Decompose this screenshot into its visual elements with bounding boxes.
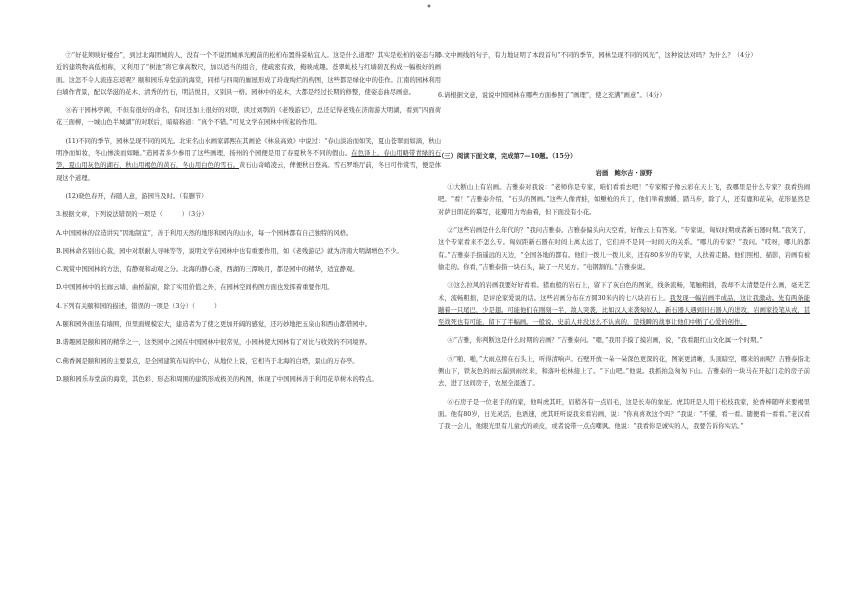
- question-6: 6.请根据文意，说说中国园林在哪些方面参照了“画理”，使之充满“画意”。（4分）: [438, 92, 666, 100]
- question-3-option-d: D.中国园林中的长廊云墙、曲桥漏窗，除了实用价值之外，在园林空间构图方面也发挥着重要作用。: [56, 284, 334, 292]
- question-3-option-b: B.园林命名别出心裁，园中对联耐人寻味等等，说明文学在园林中也有重要作用，如《老残游记》就为济南大明湖增色不少。: [56, 247, 403, 255]
- paragraph-12: (12)晓色春开，春随人意，游园当及时。（有删节）: [65, 192, 208, 200]
- story-title: 岩画 鲍尔吉・原野: [595, 169, 653, 177]
- story-paragraph-3: [438, 280, 810, 329]
- story-paragraph-5: ⑤“啪、啪，”大雨点摔在石头上，听得清响声。石壁开放一朵一朵深色更深的花，图案更清晰，头顶暗空，哪来的雨呢？吉雅泰指北侧山下，铁灰色的雨云漏到雨丝来，和落叶松林接上了。“下山吧。”他说。我抓拍急匆匆下山。吉雅泰的一块马在开起门走的房子前去，进了这间房子，农屋全湿透了。: [438, 355, 810, 388]
- right-column: [438, 50, 810, 440]
- question-4-option-c: C.佛香阁是颐和园的主要景点，是全园建筑布局的中心，从地位上说，它相当于北海的白塔，景山的万春亭。: [56, 357, 359, 365]
- story-paragraph-3-text-end: 一般说，史前人并没这么不认真的，是线瞬的战事让他们中断了心爱的创作。: [532, 319, 747, 327]
- question-4-option-a: A.颐和园外面虽有墙围，但里面规模宏大，建造者为了使之更加开阔的感觉，还巧妙地把玉泉山和西山都借园中。: [56, 321, 372, 329]
- answer-space-6: [438, 109, 810, 151]
- question-4-option-b: B.谐趣园是颐和园的精华之一，这类园中之园在中国园林中很常见，小园林使大园林有了对比与收敛的不同境界。: [56, 339, 372, 347]
- question-3: 3.根据文章，下列说法错误的一项是（ ）（3分）: [56, 211, 208, 219]
- paragraph-11: [56, 136, 441, 185]
- story-paragraph-3-text: ③这么拉风的岩画我要好好看看。猪血般的岩石上，留下了灰白色的图案，线条流畅，笔触粗拙，我却不太清楚是什么画，毫无艺术，流畅粗拙，是评论家爱说的话。这些岩画分布在方圆30米内的七八块岩石上。: [438, 282, 810, 302]
- paragraph-7: ⑦“好花须映好楼台”，到过北海团城的人，没有一个不说团城承光殿前的松柏布置得妥帖宜人。这是什么道理？其实是松柏的姿态与附近的建筑物高低相称，又利用了“树池”将它拿高数尺，加以适当的组合，使疏密有致，掩映成趣。苍翠虬枝与红墙碧瓦构成一幅极好的画面。这怎不令人流连忘返呢？颐和园乐寿堂前的海棠，同样与四周的廊屋形成了玲珑绚烂的构图，这些都是绿化中的佳作。江南的园林利用白墙作背景，配以华滋的花木、清秀的竹石，明洁悦目，又别具一格。园林中的花木，大都是经过长期的修整，使姿态曲尽画意。: [56, 52, 441, 96]
- story-paragraph-4: ④“吉雅，你判断这是什么时期的岩画？”吉雅泰问。“嗯，”我用手摸了摸岩画，说，“我看跟红山文化属一个时期。”: [447, 337, 763, 345]
- question-4: 4.下列有关颐和园的描述，错误的一项是（3分）（ ）: [56, 302, 221, 310]
- question-3-option-a: A.中国园林的营造讲究“因地制宜”，善于利用天然的地形和园内的山水，每一个园林都有自己独特的风格。: [56, 229, 353, 237]
- left-column: [56, 50, 441, 392]
- paragraph-11-text-end: 黄石山奇峭凌云，俾便秋日登高。雪石罗堆厅前，冬日可作赏雪，便是体现这个道理。: [56, 162, 442, 182]
- story-paragraph-2: ②“这些岩画是什么年代的？”我问吉雅泰。吉雅泰偏头向天空看，好像云上有答案。“专家说，匈奴时期或者新石器时期。”我笑了，这个专家看来不怎么专。匈奴距新石器在时间上离太远了，它们并不是同一时间天的关系。“哪儿的专家？”我问。“哎呀，哪儿的都有。”吉雅泰手指遥远的天边，“全国各地的都有。他们一拨儿一拨儿来，还有80多岁的专家，人扶着走路。他们照相、描影，岩画有被偷走的。你看，”吉雅泰指一块石头，缺了一尺见方。“电钢割的。”吉雅泰说。: [438, 227, 810, 271]
- question-3-option-c: C.观赏中国园林的方法，有静观和动观之分。北海的静心斋，西湖的三潭映月，都是园中的精华，适宜静观。: [56, 266, 359, 274]
- story-paragraph-6: ⑥石房子是一位老手的的家，他叫虎其旺，眉稍各有一点眉毛，这是长寿的象征。虎其旺是人用干松枝我家，抡香棒随咩来要褐里面。他有80岁，日光灵活，也语速，虎其旺听说我来看岩画，说：“你真喜欢这个吗？”我说：“不懂，看一看。随便看一看看。”老汉看了我一会儿，他眼光里有儿童式的顽皮，或者说带一点点嘲讽。他说：“我看你是诚实的人，我要告诉你实话。”: [438, 398, 810, 431]
- paragraph-11-text: (11)不同的季节，园林呈现不同的风光。北宋名山水画家郭熙在其画论《林泉高致》中说过：“春山淡冶而如笑，夏山苍翠而如滴，秋山明净而如妆，冬山惨淡而如睡。”造园者多少参用了这些画理，扬州的个园便是用了春夏秋冬不同的假山。: [56, 137, 441, 158]
- answer-space-5: [438, 68, 810, 90]
- paragraph-11-underlined-sentence: 在色泽上，春山用略带青绿的石笋，夏山用灰色的湖石，秋山用褐色的黄石，冬山用白色的雪石。: [56, 150, 441, 170]
- story-paragraph-3-underlined: 我发现一幅岩画半成品，这让我激动。先有两条能蹦着一只尾巴，少是翅。可能他们在刚刻一半，敌人突袭，比如汉人来袭匈奴人，新石器人遇到旧石器人的进攻，岩画家投笔从戎，甚至战死也有可能，留下了半幅画。: [438, 294, 811, 327]
- story-paragraph-1: ①大断山上有岩画。吉雅泰对我说：“老师你是专家，咱们看看去吧！”专家帽子像云彩在天上飞，我哪里是什么专家？我看热闹吧。“看！”吉雅泰介绍，“石头的图画。”这些人像青蛙，如鳅枪的兵丁，他们举着旗幡、踏马步，除了人，还有鹿和花朵，花形显然是对萨日朗花的摹写，花瓣用力弯曲着，但下面没有小花。: [438, 184, 810, 216]
- header-mark: •: [426, 2, 432, 13]
- question-4-option-d: D.颐和园乐寿堂前的海棠，其色彩、形态和周围的建筑形成极美的构图，体现了中国园林善于利用花草树木的特点。: [56, 375, 378, 383]
- paragraph-8: ⑧若干园林亭阁，不但有很好的命名，有时还加上很好的对联，读过刘鹗的《老残游记》，总还记得老残在济南游大明湖，看到“四面荷花三面柳，一城山色半城湖”的对联后，暗暗称道：“真个不错。”可见文学在园林中所起的作用。: [56, 107, 441, 127]
- section-3-heading: （三）阅读下面文章，完成第7—10题。（15分）: [438, 152, 577, 160]
- question-5: 5.文中画线的句子，有力地证明了本段首句“不同的季节，园林呈现不同的风光”，这种说法对吗？为什么？（4分）: [438, 52, 757, 59]
